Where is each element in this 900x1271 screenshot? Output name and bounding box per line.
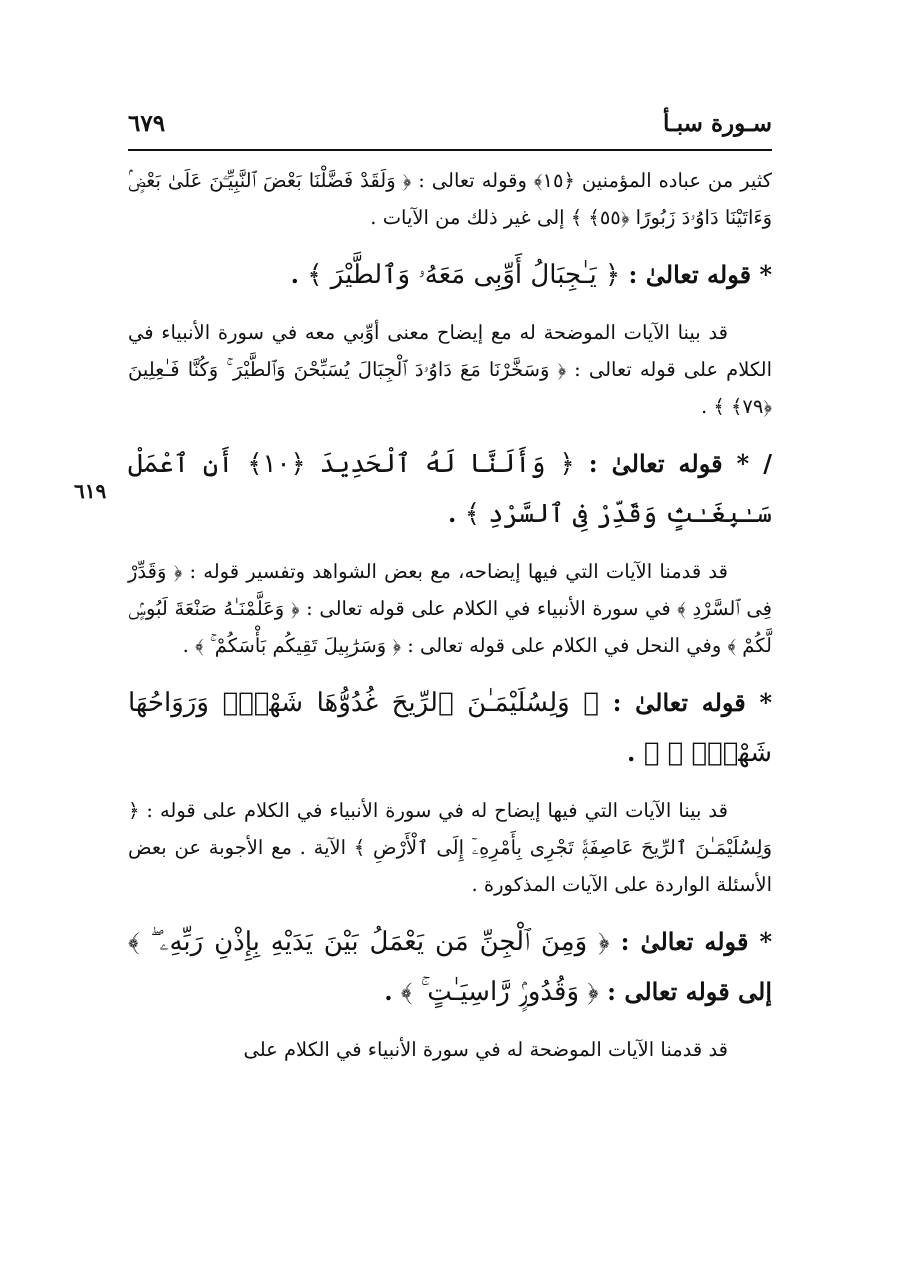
heading-label: قوله تعالىٰ : — [574, 449, 723, 478]
header-rule — [128, 149, 772, 151]
quran-quote: ﴿ وَسَرَٰبِيلَ تَقِيكُم بَأْسَكُمْ ۚ ﴾ — [195, 634, 401, 657]
heading-end: . — [384, 977, 401, 1006]
paragraph — [128, 1031, 772, 1068]
paragraph — [128, 314, 772, 425]
quran-quote: ﴿ وَلِسُلَيْمَـٰنَ ٱلرِّيحَ غُدُوُّهَا شَهْرٌۭ وَرَوَاحُهَا شَهْرٌۭ ۖ ﴾ — [128, 688, 772, 768]
verse-heading — [128, 439, 772, 539]
heading-end: . — [626, 738, 644, 767]
paragraph-text: قد قدمنا الآيات التي فيها إيضاحه، مع بعض الشواهد وتفسير قوله : — [182, 560, 728, 583]
page-break-mark: / — [763, 449, 772, 478]
heading-star-icon: * — [759, 260, 772, 289]
heading-label: إلى قوله تعالى : — [598, 977, 772, 1006]
paragraph-text: قد بينا الآيات الموضحة له مع إيضاح معنى أوِّبي معه في سورة الأنبياء في الكلام على قوله تعالى : — [128, 321, 772, 381]
paragraph — [128, 792, 772, 903]
heading-star-icon: * — [736, 449, 750, 478]
margin-page-reference: ٦١٩ — [74, 479, 107, 503]
heading-star-icon: * — [759, 688, 772, 717]
heading-end: . — [290, 260, 308, 289]
heading-end: . — [448, 499, 465, 528]
paragraph-text: قد قدمنا الآيات الموضحة له في سورة الأنبياء في الكلام على — [243, 1038, 728, 1061]
paragraph-text: الآية . مع الأجوبة عن بعض الأسئلة الواردة على الآيات المذكورة . — [128, 836, 772, 896]
verse-heading — [128, 250, 772, 300]
paragraph-text: في سورة الأنبياء في الكلام على قوله تعالى : — [299, 597, 678, 620]
heading-label: قوله تعالىٰ : — [620, 260, 752, 289]
paragraph-text: . — [700, 395, 714, 418]
paragraph — [128, 162, 772, 236]
surah-title: سـورة سبـأ — [662, 110, 772, 137]
quran-quote: ﴿ وَعَلَّمْنَـٰهُ صَنْعَةَ لَبُوسٍۢ لَّكُمْ ﴾ — [128, 597, 772, 657]
quran-quote: ﴿ وَقَدِّرْ فِى ٱلسَّرْدِ ﴾ — [128, 560, 773, 620]
heading-label: قوله تعالىٰ : — [598, 688, 746, 717]
quran-quote: ﴿ يَـٰجِبَالُ أَوِّبِى مَعَهُۥ وَٱلطَّيْرَ ﴾ — [307, 260, 621, 290]
paragraph — [128, 553, 772, 664]
page-body — [128, 162, 772, 1082]
paragraph-text: قد بينا الآيات التي فيها إيضاح له في سورة الأنبياء في الكلام على قوله : — [139, 799, 728, 822]
quran-quote: ﴿ وَقُدُورٍۢ رَّاسِيَـٰتٍ ۚ ﴾ — [400, 977, 599, 1007]
quran-quote: ﴿ وَأَلَنَّا لَهُ ٱلْحَدِيدَ ﴿١٠﴾ أَنِ ٱعْمَلْ سَـٰبِغَـٰتٍۢ وَقَدِّرْ فِى ٱلسَّرْدِ ﴾ — [128, 449, 772, 529]
heading-star-icon: * — [759, 927, 772, 956]
paragraph-text: كثير من عباده المؤمنين ﴿١٥﴾ وقوله تعالى : — [411, 169, 772, 192]
quran-quote: ﴿ وَمِنَ ٱلْجِنِّ مَن يَعْمَلُ بَيْنَ يَدَيْهِ بِإِذْنِ رَبِّهِۦ ۖ ﴾ — [128, 927, 610, 957]
quran-quote: ﴿ وَلَقَدْ فَضَّلْنَا بَعْضَ ٱلنَّبِيِّـۧنَ عَلَىٰ بَعْضٍۢ وَءَاتَيْنَا دَاوُۥدَ زَبُورًا ﴿٥٥﴾ ﴾ — [128, 169, 772, 229]
quran-quote: ﴿ وَلِسُلَيْمَـٰنَ ٱلرِّيحَ عَاصِفَةًۭ تَجْرِى بِأَمْرِهِۦٓ إِلَى ٱلْأَرْضِ ﴾ — [128, 799, 772, 859]
page-number: ٦٧٩ — [128, 110, 166, 137]
paragraph-text: إلى غير ذلك من الآيات . — [370, 206, 571, 229]
quran-quote: ﴿ وَسَخَّرْنَا مَعَ دَاوُۥدَ ٱلْجِبَالَ يُسَبِّحْنَ وَٱلطَّيْرَ ۚ وَكُنَّا فَـٰعِلِينَ ﴿٧٩﴾ ﴾ — [128, 358, 772, 418]
paragraph-text: وفي النحل في الكلام على قوله تعالى : — [401, 634, 728, 657]
heading-label: قوله تعالىٰ : — [609, 927, 749, 956]
paragraph-text: . — [182, 634, 196, 657]
page-header — [128, 110, 772, 146]
verse-heading — [128, 917, 772, 1017]
verse-heading — [128, 678, 772, 778]
